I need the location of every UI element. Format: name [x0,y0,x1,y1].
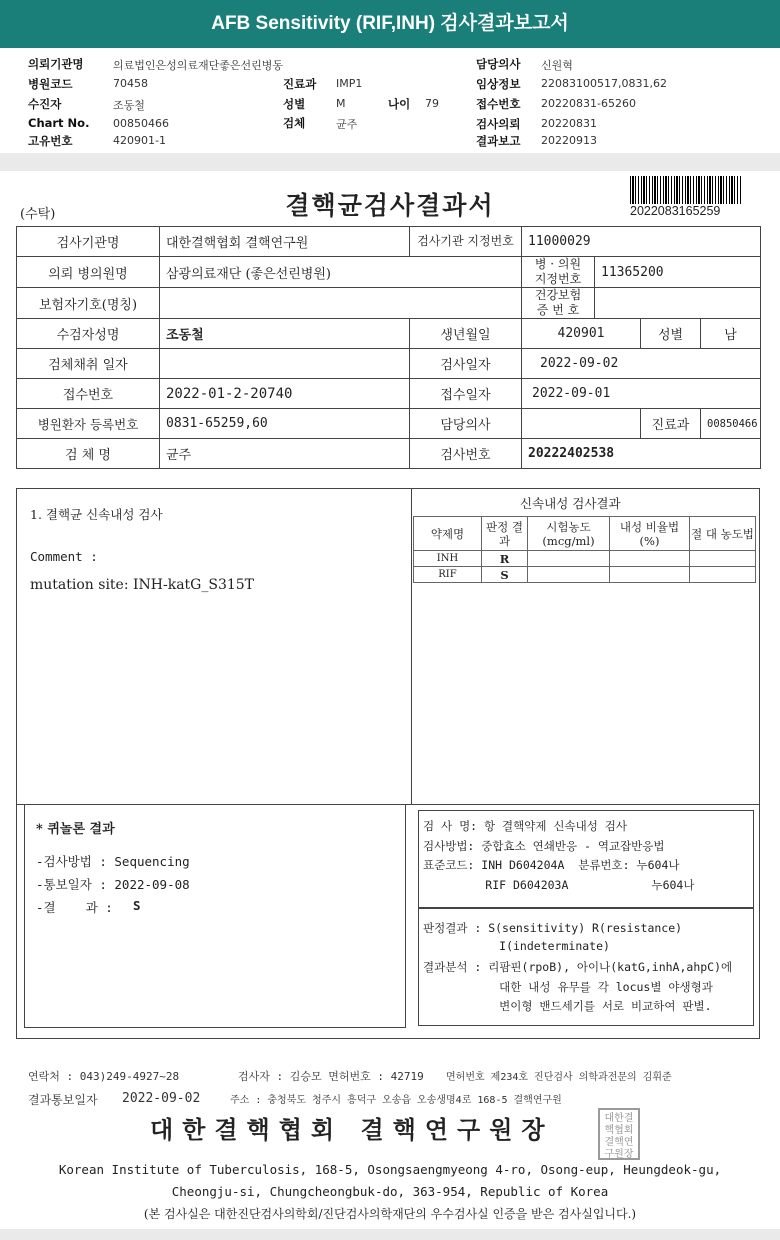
sensitivity-table [413,516,756,583]
ins-no-label: 건강보험 증 번 호 [522,288,595,319]
uid-label: 고유번호 [28,134,73,148]
mutation-site: mutation site: INH-katG_S315T [30,577,255,593]
table-cell [610,567,690,583]
table-cell [528,551,610,567]
test-date-label: 검사일자 [410,349,522,379]
doctor-value: 신원혁 [541,59,573,72]
drug-rif: RIF [414,567,482,583]
report-title-bar: AFB Sensitivity (RIF,INH) 검사결과보고서 [0,0,780,48]
interp-line5: 변이형 밴드세기를 서로 비교하여 판별. [423,999,712,1013]
hosp-code-value: 70458 [113,77,148,90]
reg-label: 병원환자 등록번호 [17,409,160,439]
reg-value: 0831-65259,60 [160,409,410,439]
dept-label: 진료과 [283,77,317,91]
method-line1: 검 사 명: 항 결핵약제 신속내성 검사 [423,819,627,833]
quinolone-notify: -통보일자 : 2022-09-08 [36,877,190,892]
request-label: 검사의뢰 [476,117,521,131]
receipt-date-value: 2022-09-01 [522,379,761,409]
col-ratio: 내성 비율법(%) [610,517,690,551]
specimen-cell-label: 검 체 명 [17,439,160,469]
specimen-label: 검체 [283,116,306,130]
method-line4: RIF D604203A 누604나 [423,878,695,892]
receipt-label: 접수번호 [476,97,521,111]
table-cell [528,567,610,583]
table-row [17,349,761,379]
request-value: 20220831 [541,117,597,130]
quinolone-method: -검사방법 : Sequencing [36,854,190,869]
name-value: 조동철 [160,319,410,349]
patient-label: 수진자 [28,97,62,111]
barcode-image [630,176,742,204]
quinolone-result-label: -결 과 : [36,900,113,915]
test-no-label: 검사번호 [410,439,522,469]
name-label: 수검자성명 [17,319,160,349]
report-info-table [16,226,761,469]
specimen-value: 균주 [336,118,358,131]
test-no-value: 20222402538 [522,439,761,469]
lab-no-value: 11000029 [522,227,761,257]
table-row [17,409,761,439]
col-result: 판정 결과 [482,517,528,551]
hosp-name-label: 의뢰 병의원명 [17,257,160,288]
doctor-label: 담당의사 [476,57,521,71]
dept-cell-label: 진료과 [641,409,701,439]
interp-line3: 결과분석 : 리팜핀(rpoB), 아이나(katG,inhA,ahpC)에 [423,960,733,974]
insurer-label: 보험자기호(명칭) [17,288,160,319]
lab-name-value: 대한결핵협회 결핵연구원 [160,227,410,257]
bottom-margin [0,1229,780,1240]
insurer-value [160,288,522,319]
interp-line4: 대한 내성 유무를 각 locus별 야생형과 [423,980,713,994]
age-label: 나이 [388,97,411,111]
req-inst-value: 의료법인은성의료재단좋은선린병동 [113,59,284,72]
table-row [17,288,761,319]
hosp-no-label: 병 · 의원 지정번호 [522,257,595,288]
document-title: 결핵균검사결과서 [285,191,495,220]
lab-no-label: 검사기관 지정번호 [410,227,522,257]
table-header-row [414,517,756,551]
header-fields [0,0,780,153]
drug-inh: INH [414,551,482,567]
hosp-name-value: 삼광의료재단 (좋은선린병원) [160,257,522,288]
report-value: 20220913 [541,134,597,147]
english-address-2: Cheongju-si, Chungcheongbuk-do, 363-954, Republic of Korea [171,1184,609,1199]
interp-line2: I(indeterminate) [423,939,610,953]
contact-info: 연락처 : 043)249-4927~28 [28,1070,180,1083]
table-row [414,567,756,583]
table-cell [610,551,690,567]
receipt-value: 20220831-65260 [541,97,636,110]
col-absolute: 절 대 농도법 [690,517,756,551]
specialist-info: 면허번호 제234호 진단검사 의학과전문의 김휘준 [446,1072,672,1083]
table-row [17,227,761,257]
sex-value-cell: 남 [701,319,761,349]
table-cell [690,551,756,567]
table-row [17,379,761,409]
chart-label: Chart No. [28,116,90,130]
dept-cell-value: 00850466 [701,409,761,439]
receipt-no-label: 접수번호 [17,379,160,409]
chart-value: 00850466 [113,117,169,130]
result-inh: R [482,551,528,567]
left-panel-heading: 1. 결핵균 신속내성 검사 [30,507,163,522]
notify-date-label: 결과통보일자 [28,1093,98,1107]
certification-note: (본 검사실은 대한진단검사의학회/진단검사의학재단의 우수검사실 인증을 받은 검사실입니다.) [143,1207,637,1221]
method-line2: 검사방법: 중합효소 연쇄반응 - 역교잡반응법 [423,839,665,853]
results-divider [411,489,412,804]
institute-name: 대한결핵협회 결핵연구원장 [150,1115,554,1144]
test-date-value: 2022-09-02 [522,349,761,379]
address: 주소 : 충청북도 청주시 흥덕구 오송읍 오송생명4로 168-5 결핵연구원 [230,1095,562,1106]
quinolone-heading: * 퀴놀론 결과 [36,822,115,837]
quinolone-result: S [133,898,141,913]
consign-mark: (수탁) [20,207,56,222]
birth-label: 생년월일 [410,319,522,349]
official-seal: 대한결핵협회결핵연구원장 [598,1108,640,1160]
table-cell [690,567,756,583]
result-rif: S [482,567,528,583]
col-conc: 시험농도 (mcg/ml) [528,517,610,551]
table-row [17,439,761,469]
report-label: 결과보고 [476,134,521,148]
doctor-cell-value [522,409,641,439]
patient-value: 조동철 [113,99,145,112]
uid-value: 420901-1 [113,134,166,147]
age-value: 79 [425,97,439,110]
dept-value: IMP1 [336,77,363,90]
table-row [414,551,756,567]
table-row [17,319,761,349]
table-row [17,257,761,288]
method-line3: 표준코드: INH D604204A 분류번호: 누604나 [423,858,680,872]
specimen-cell-value: 균주 [160,439,410,469]
col-drug: 약제명 [414,517,482,551]
section-separator [0,153,780,171]
ins-no-value [595,288,761,319]
english-address-1: Korean Institute of Tuberculosis, 168-5, Osongsaengmyeong 4-ro, Osong-eup, Heungdeok-gu, [58,1162,722,1177]
req-inst-label: 의뢰기관명 [28,57,84,71]
birth-value: 420901 [522,319,641,349]
comment-label: Comment : [30,549,98,564]
sex-value: M [336,97,346,110]
hosp-no-value: 11365200 [595,257,761,288]
sex-label-cell: 성별 [641,319,701,349]
receipt-no-value: 2022-01-2-20740 [160,379,410,409]
lab-name-label: 검사기관명 [17,227,160,257]
sex-label: 성별 [283,97,306,111]
hosp-code-label: 병원코드 [28,77,73,91]
quinolone-box [24,804,406,1028]
collect-label: 검체채취 일자 [17,349,160,379]
barcode-number: 2022083165259 [630,204,721,218]
interp-line1: 판정결과 : S(sensitivity) R(resistance) [423,921,683,935]
collect-value [160,349,410,379]
clinical-label: 임상정보 [476,77,521,91]
notify-date: 2022-09-02 [122,1091,201,1106]
clinical-value: 22083100517,0831,62 [541,77,667,90]
sens-title: 신속내성 검사결과 [520,496,621,511]
examiner-info: 검사자 : 김승모 면허번호 : 42719 [238,1070,424,1083]
receipt-date-label: 접수일자 [410,379,522,409]
doctor-cell-label: 담당의사 [410,409,522,439]
